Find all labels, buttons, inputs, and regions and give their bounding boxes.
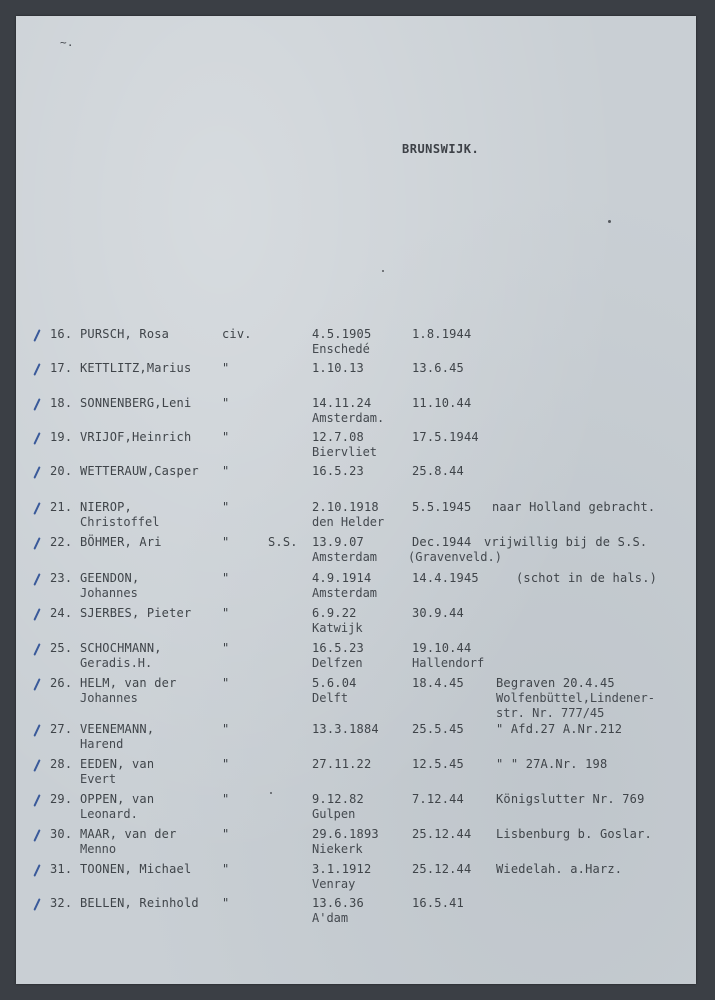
entry-number: 16.	[50, 327, 73, 341]
entry-name: PURSCH, Rosa	[80, 327, 170, 341]
entry-birth-place: Amsterdam	[312, 586, 378, 600]
entry-status: "	[222, 862, 230, 876]
entry-birth-date: 27.11.22	[312, 757, 372, 771]
entry-death-date: 7.12.44	[412, 792, 464, 806]
entry-name: KETTLITZ,Marius	[80, 361, 192, 375]
entry-birth-date: 29.6.1893	[312, 827, 379, 841]
entry-birth-date: 9.12.82	[312, 792, 364, 806]
entry-given-name: Geradis.H.	[80, 656, 153, 670]
check-mark-icon	[33, 864, 40, 877]
entry-remark: vrijwillig bij de S.S.	[484, 535, 648, 549]
entry-status: "	[222, 641, 230, 655]
check-mark-icon	[33, 573, 40, 586]
entry-birth-date: 16.5.23	[312, 641, 364, 655]
entry-birth-place: Delft	[312, 691, 349, 705]
check-mark-icon	[33, 898, 40, 911]
entry-name: HELM, van der	[80, 676, 177, 690]
entry-death-date: 25.5.45	[412, 722, 464, 736]
entry-birth-place: A'dam	[312, 911, 349, 925]
entry-status: "	[222, 500, 230, 514]
entry-birth-place: Biervliet	[312, 445, 378, 459]
entry-birth-date: 13.9.07	[312, 535, 364, 549]
entry-remark: " " 27A.Nr. 198	[496, 757, 608, 771]
entry-given-name: Evert	[80, 772, 117, 786]
entry-status: "	[222, 827, 230, 841]
entry-remark: (schot in de hals.)	[516, 571, 658, 585]
entry-death-date: 12.5.45	[412, 757, 464, 771]
entry-status: "	[222, 535, 230, 549]
entry-name: WETTERAUW,Casper	[80, 464, 199, 478]
entry-name: SCHOCHMANN,	[80, 641, 162, 655]
entry-birth-date: 4.5.1905	[312, 327, 372, 341]
paper-speck	[270, 792, 272, 794]
entry-status: "	[222, 792, 230, 806]
entry-birth-place: Gulpen	[312, 807, 356, 821]
entry-status: "	[222, 606, 230, 620]
entry-death-date: 19.10.44	[412, 641, 472, 655]
check-mark-icon	[33, 724, 40, 737]
entry-status: "	[222, 396, 230, 410]
check-mark-icon	[33, 502, 40, 515]
entry-name: BÖHMER, Ari	[80, 535, 162, 549]
entry-number: 21.	[50, 500, 73, 514]
entry-remark-line3: str. Nr. 777/45	[496, 706, 605, 720]
entry-status: civ.	[222, 327, 252, 341]
check-mark-icon	[33, 398, 40, 411]
check-mark-icon	[33, 829, 40, 842]
entry-birth-place: Venray	[312, 877, 356, 891]
entry-remark-line2: (Gravenveld.)	[408, 550, 502, 564]
entry-death-date: 17.5.1944	[412, 430, 479, 444]
entry-name: SJERBES, Pieter	[80, 606, 192, 620]
entry-name: BELLEN, Reinhold	[80, 896, 199, 910]
entry-birth-date: 16.5.23	[312, 464, 364, 478]
entry-death-date: Dec.1944	[412, 535, 472, 549]
entry-birth-date: 5.6.04	[312, 676, 357, 690]
entry-death-date: 11.10.44	[412, 396, 472, 410]
entry-name: MAAR, van der	[80, 827, 177, 841]
check-mark-icon	[33, 432, 40, 445]
entry-number: 27.	[50, 722, 73, 736]
entry-number: 30.	[50, 827, 73, 841]
entry-status: "	[222, 722, 230, 736]
entry-birth-date: 3.1.1912	[312, 862, 372, 876]
entry-remark: Wiedelah. a.Harz.	[496, 862, 623, 876]
entry-birth-place: den Helder	[312, 515, 385, 529]
entry-birth-place: Niekerk	[312, 842, 363, 856]
entry-death-date: 25.8.44	[412, 464, 464, 478]
entry-number: 26.	[50, 676, 73, 690]
entry-birth-place: Amsterdam	[312, 550, 378, 564]
entry-number: 19.	[50, 430, 73, 444]
entry-death-date: 14.4.1945	[412, 571, 479, 585]
entry-birth-place: Amsterdam.	[312, 411, 385, 425]
entry-name: NIEROP,	[80, 500, 132, 514]
check-mark-icon	[33, 643, 40, 656]
entry-number: 17.	[50, 361, 73, 375]
entry-death-date: 25.12.44	[412, 862, 472, 876]
entry-remark: " Afd.27 A.Nr.212	[496, 722, 623, 736]
check-mark-icon	[33, 678, 40, 691]
entry-number: 23.	[50, 571, 73, 585]
entry-number: 28.	[50, 757, 73, 771]
entry-remark: Königslutter Nr. 769	[496, 792, 645, 806]
entry-given-name: Johannes	[80, 691, 138, 705]
entry-birth-place: Delfzen	[312, 656, 363, 670]
entry-birth-place: Katwijk	[312, 621, 363, 635]
entry-given-name: Harend	[80, 737, 124, 751]
entry-birth-date: 2.10.1918	[312, 500, 379, 514]
entry-remark: naar Holland gebracht.	[492, 500, 656, 514]
entry-death-date: 18.4.45	[412, 676, 464, 690]
entry-death-date: 5.5.1945	[412, 500, 472, 514]
entry-birth-date: 14.11.24	[312, 396, 372, 410]
entry-birth-date: 12.7.08	[312, 430, 364, 444]
entry-name: SONNENBERG,Leni	[80, 396, 192, 410]
check-mark-icon	[33, 794, 40, 807]
entry-number: 22.	[50, 535, 73, 549]
entry-remark-line2: Wolfenbüttel,Lindener-	[496, 691, 655, 705]
entry-given-name: Christoffel	[80, 515, 160, 529]
page-title: BRUNSWIJK.	[402, 142, 480, 156]
check-mark-icon	[33, 759, 40, 772]
entry-birth-date: 1.10.13	[312, 361, 364, 375]
entry-given-name: Menno	[80, 842, 117, 856]
entry-death-date: 25.12.44	[412, 827, 472, 841]
entry-status: "	[222, 757, 230, 771]
entry-birth-date: 13.6.36	[312, 896, 364, 910]
entry-number: 25.	[50, 641, 73, 655]
entry-name: OPPEN, van	[80, 792, 155, 806]
entry-birth-date: 4.9.1914	[312, 571, 372, 585]
entry-number: 29.	[50, 792, 73, 806]
entry-death-date: 13.6.45	[412, 361, 464, 375]
entry-status: "	[222, 464, 230, 478]
entry-status: "	[222, 430, 230, 444]
entry-name: EEDEN, van	[80, 757, 155, 771]
entry-status: "	[222, 571, 230, 585]
check-mark-icon	[33, 363, 40, 376]
entry-number: 20.	[50, 464, 73, 478]
check-mark-icon	[33, 466, 40, 479]
entry-name: VEENEMANN,	[80, 722, 155, 736]
entry-status: "	[222, 361, 230, 375]
entry-birth-date: 13.3.1884	[312, 722, 379, 736]
entry-remark: Lisbenburg b. Goslar.	[496, 827, 652, 841]
entry-number: 18.	[50, 396, 73, 410]
paper-speck	[608, 220, 611, 223]
paper-speck	[382, 270, 384, 272]
check-mark-icon	[33, 608, 40, 621]
entry-birth-date: 6.9.22	[312, 606, 357, 620]
entry-number: 32.	[50, 896, 73, 910]
entry-given-name: Leonard.	[80, 807, 138, 821]
entry-death-date: 30.9.44	[412, 606, 464, 620]
entry-death-date: 1.8.1944	[412, 327, 472, 341]
entry-unit: S.S.	[268, 535, 298, 549]
entry-name: TOONEN, Michael	[80, 862, 192, 876]
corner-mark: ~.	[60, 36, 74, 49]
entry-birth-place: Enschedé	[312, 342, 370, 356]
document-sheet	[16, 16, 696, 984]
entry-number: 24.	[50, 606, 73, 620]
entry-status: "	[222, 676, 230, 690]
entry-status: "	[222, 896, 230, 910]
entry-death-date: 16.5.41	[412, 896, 464, 910]
entry-name: VRIJOF,Heinrich	[80, 430, 192, 444]
entry-given-name: Johannes	[80, 586, 138, 600]
check-mark-icon	[33, 329, 40, 342]
entry-number: 31.	[50, 862, 73, 876]
check-mark-icon	[33, 537, 40, 550]
entry-death-place: Hallendorf	[412, 656, 485, 670]
entry-name: GEENDON,	[80, 571, 140, 585]
entry-remark: Begraven 20.4.45	[496, 676, 615, 690]
